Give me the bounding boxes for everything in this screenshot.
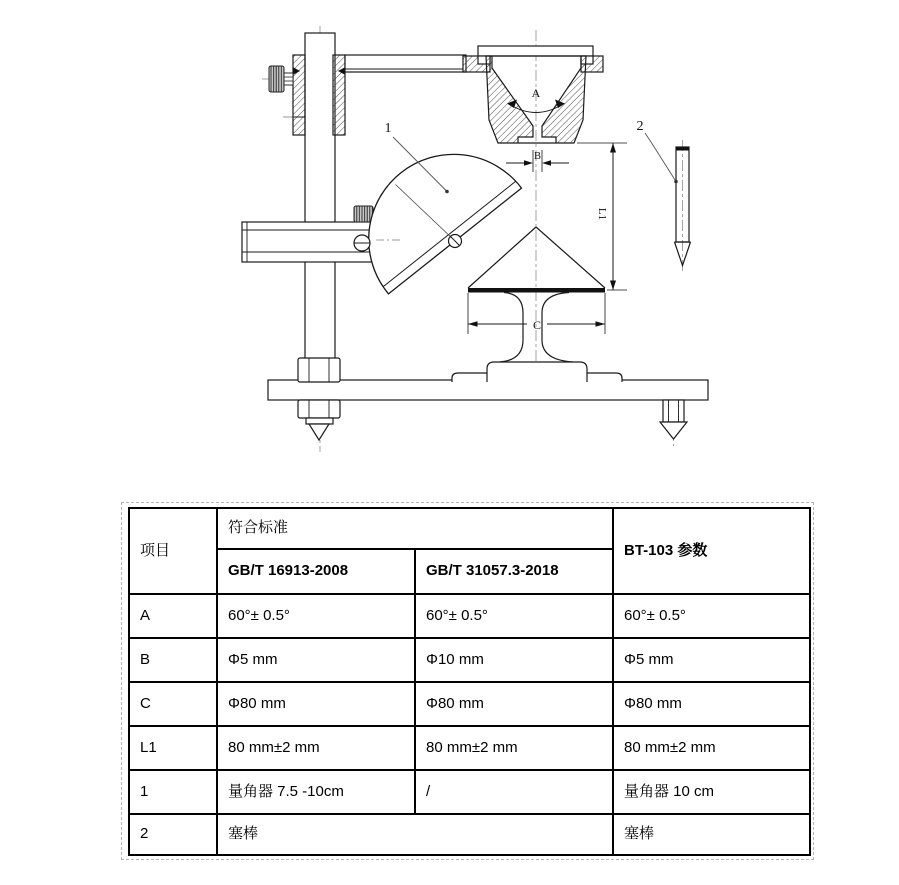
table-row-1 — [129, 770, 810, 814]
row-label: C — [129, 682, 217, 726]
arm-screw — [354, 235, 370, 251]
parameters-table — [128, 507, 811, 856]
cell-value: 60°± 0.5° — [613, 594, 810, 638]
cell-value: Φ80 mm — [415, 682, 613, 726]
row-label: 2 — [129, 814, 217, 855]
column-header-standards-group: 符合标准 — [217, 508, 613, 549]
cell-value: 80 mm±2 mm — [613, 726, 810, 770]
leveling-foot — [660, 400, 687, 439]
row-label: A — [129, 594, 217, 638]
cell-value: 60°± 0.5° — [415, 594, 613, 638]
column-header-standard-2: GB/T 31057.3-2018 — [415, 549, 613, 594]
cell-value: Φ80 mm — [613, 682, 810, 726]
cell-value: 80 mm±2 mm — [217, 726, 415, 770]
cell-value-merged: 塞棒 — [217, 814, 613, 855]
table-row-2 — [129, 814, 810, 855]
row-label: B — [129, 638, 217, 682]
cone-target — [452, 227, 622, 382]
cell-value: 塞棒 — [613, 814, 810, 855]
cell-value: 80 mm±2 mm — [415, 726, 613, 770]
support-column — [305, 33, 335, 360]
cell-value: Φ80 mm — [217, 682, 415, 726]
table-row-b — [129, 638, 810, 682]
label-height-l1: L1 — [596, 207, 608, 221]
column-header-standard-1: GB/T 16913-2008 — [217, 549, 415, 594]
table-row-l1 — [129, 726, 810, 770]
table-row-c — [129, 682, 810, 726]
label-part-1: 1 — [384, 121, 392, 136]
cell-value: / — [415, 770, 613, 814]
clamp-knob — [269, 66, 293, 92]
cell-value: 量角器 7.5 -10cm — [217, 770, 415, 814]
cell-value: 60°± 0.5° — [217, 594, 415, 638]
label-outlet-b: B — [533, 151, 542, 162]
cell-value: Φ5 mm — [613, 638, 810, 682]
column-header-item: 项目 — [129, 508, 217, 594]
row-label: L1 — [129, 726, 217, 770]
row-label: 1 — [129, 770, 217, 814]
pivot-screw — [449, 235, 462, 248]
protractor — [369, 154, 522, 294]
column-header-product: BT-103 参数 — [613, 508, 810, 594]
label-cone-c: C — [532, 318, 542, 332]
label-part-2: 2 — [636, 119, 644, 134]
cell-value: Φ10 mm — [415, 638, 613, 682]
table-row-a — [129, 594, 810, 638]
base-plate — [268, 380, 708, 400]
header-row-standards — [129, 508, 810, 549]
label-angle-a: A — [531, 86, 541, 100]
cell-value: 量角器 10 cm — [613, 770, 810, 814]
cell-value: Φ5 mm — [217, 638, 415, 682]
funnel-arm — [345, 55, 466, 72]
